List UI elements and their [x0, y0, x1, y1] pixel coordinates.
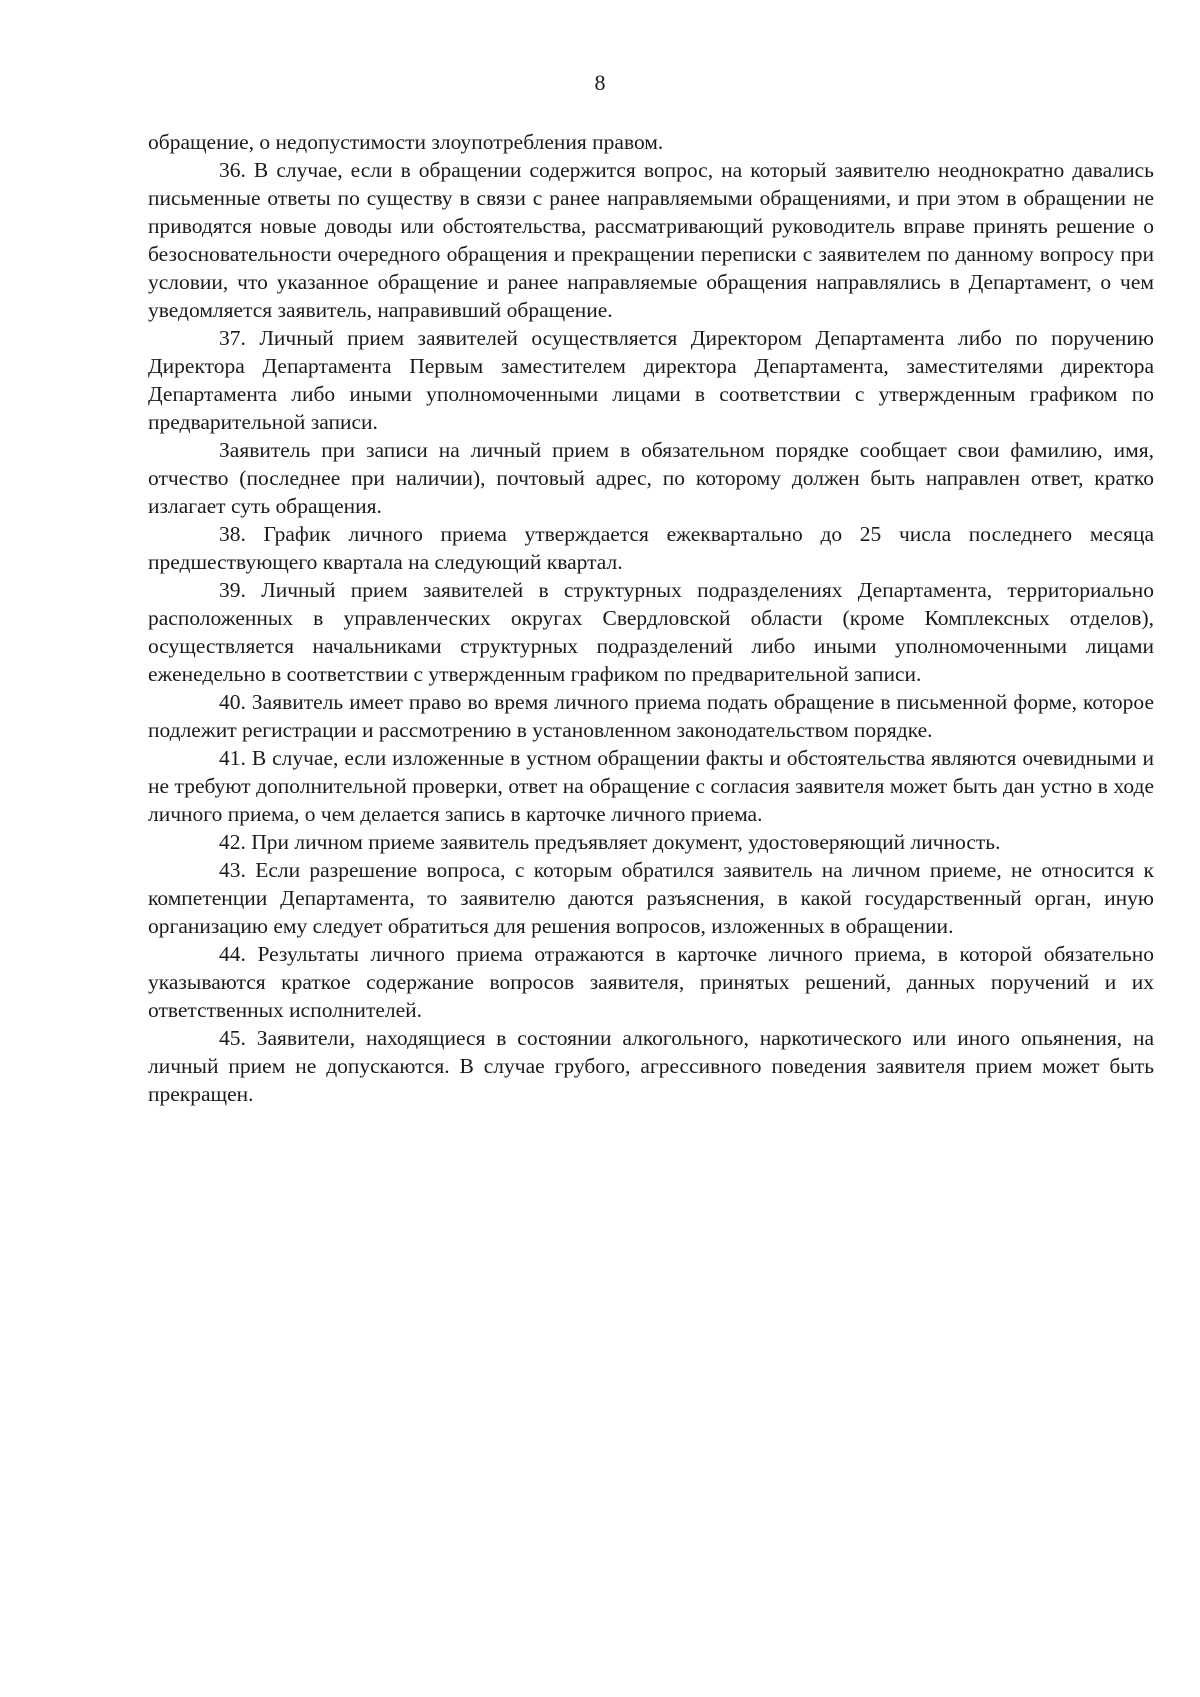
paragraph-40: 40. Заявитель имеет право во время личного приема подать обращение в письменной форме, которое подлежит регистрации и рассмотрению в установленном законодательством порядке.: [148, 690, 1154, 742]
paragraph-45: 45. Заявители, находящиеся в состоянии алкогольного, наркотического или иного опьянения, на личный прием не допускаются. В случае грубого, агрессивного поведения заявителя прием может быть прекращен.: [148, 1026, 1154, 1106]
document-body: [148, 128, 1154, 1108]
paragraph-37: 37. Личный прием заявителей осуществляется Директором Департамента либо по поручению Директора Департамента Первым заместителем директора Департамента, заместителями директора Департамента либо иными уполномоченными лицами в соответствии с утвержденным графиком по предварительной записи.: [148, 326, 1154, 434]
paragraph-39: 39. Личный прием заявителей в структурных подразделениях Департамента, территориально расположенных в управленческих округах Свердловской области (кроме Комплексных отделов), осуществляется начальниками структурных подразделений либо иными уполномоченными лицами еженедельно в соответствии с утвержденным графиком по предварительной записи.: [148, 578, 1154, 686]
paragraph-44: 44. Результаты личного приема отражаются в карточке личного приема, в которой обязательно указываются краткое содержание вопросов заявителя, принятых решений, данных поручений и их ответственных исполнителей.: [148, 942, 1154, 1022]
paragraph-37-applicant-info: Заявитель при записи на личный прием в обязательном порядке сообщает свои фамилию, имя, отчество (последнее при наличии), почтовый адрес, по которому должен быть направлен ответ, кратко излагает суть обращения.: [148, 438, 1154, 518]
paragraph-41: 41. В случае, если изложенные в устном обращении факты и обстоятельства являются очевидными и не требуют дополнительной проверки, ответ на обращение с согласия заявителя может быть дан устно в ходе личного приема, о чем делается запись в карточке личного приема.: [148, 746, 1154, 826]
paragraph-38: 38. График личного приема утверждается ежеквартально до 25 числа последнего месяца предшествующего квартала на следующий квартал.: [148, 522, 1154, 574]
page-number: 8: [594, 70, 606, 95]
paragraph-36: 36. В случае, если в обращении содержится вопрос, на который заявителю неоднократно давались письменные ответы по существу в связи с ранее направляемыми обращениями, и при этом в обращении не приводятся новые доводы или обстоятельства, рассматривающий руководитель вправе принять решение о безосновательности очередного обращения и прекращении переписки с заявителем по данному вопросу при условии, что указанное обращение и ранее направляемые обращения направлялись в Департамент, о чем уведомляется заявитель, направивший обращение.: [148, 158, 1154, 322]
paragraph-42: 42. При личном приеме заявитель предъявляет документ, удостоверяющий личность.: [219, 830, 1001, 854]
paragraph-continuation: обращение, о недопустимости злоупотребления правом.: [148, 130, 664, 154]
paragraph-43: 43. Если разрешение вопроса, с которым обратился заявитель на личном приеме, не относится к компетенции Департамента, то заявителю даются разъяснения, в какой государственный орган, иную организацию ему следует обратиться для решения вопросов, изложенных в обращении.: [148, 858, 1154, 938]
